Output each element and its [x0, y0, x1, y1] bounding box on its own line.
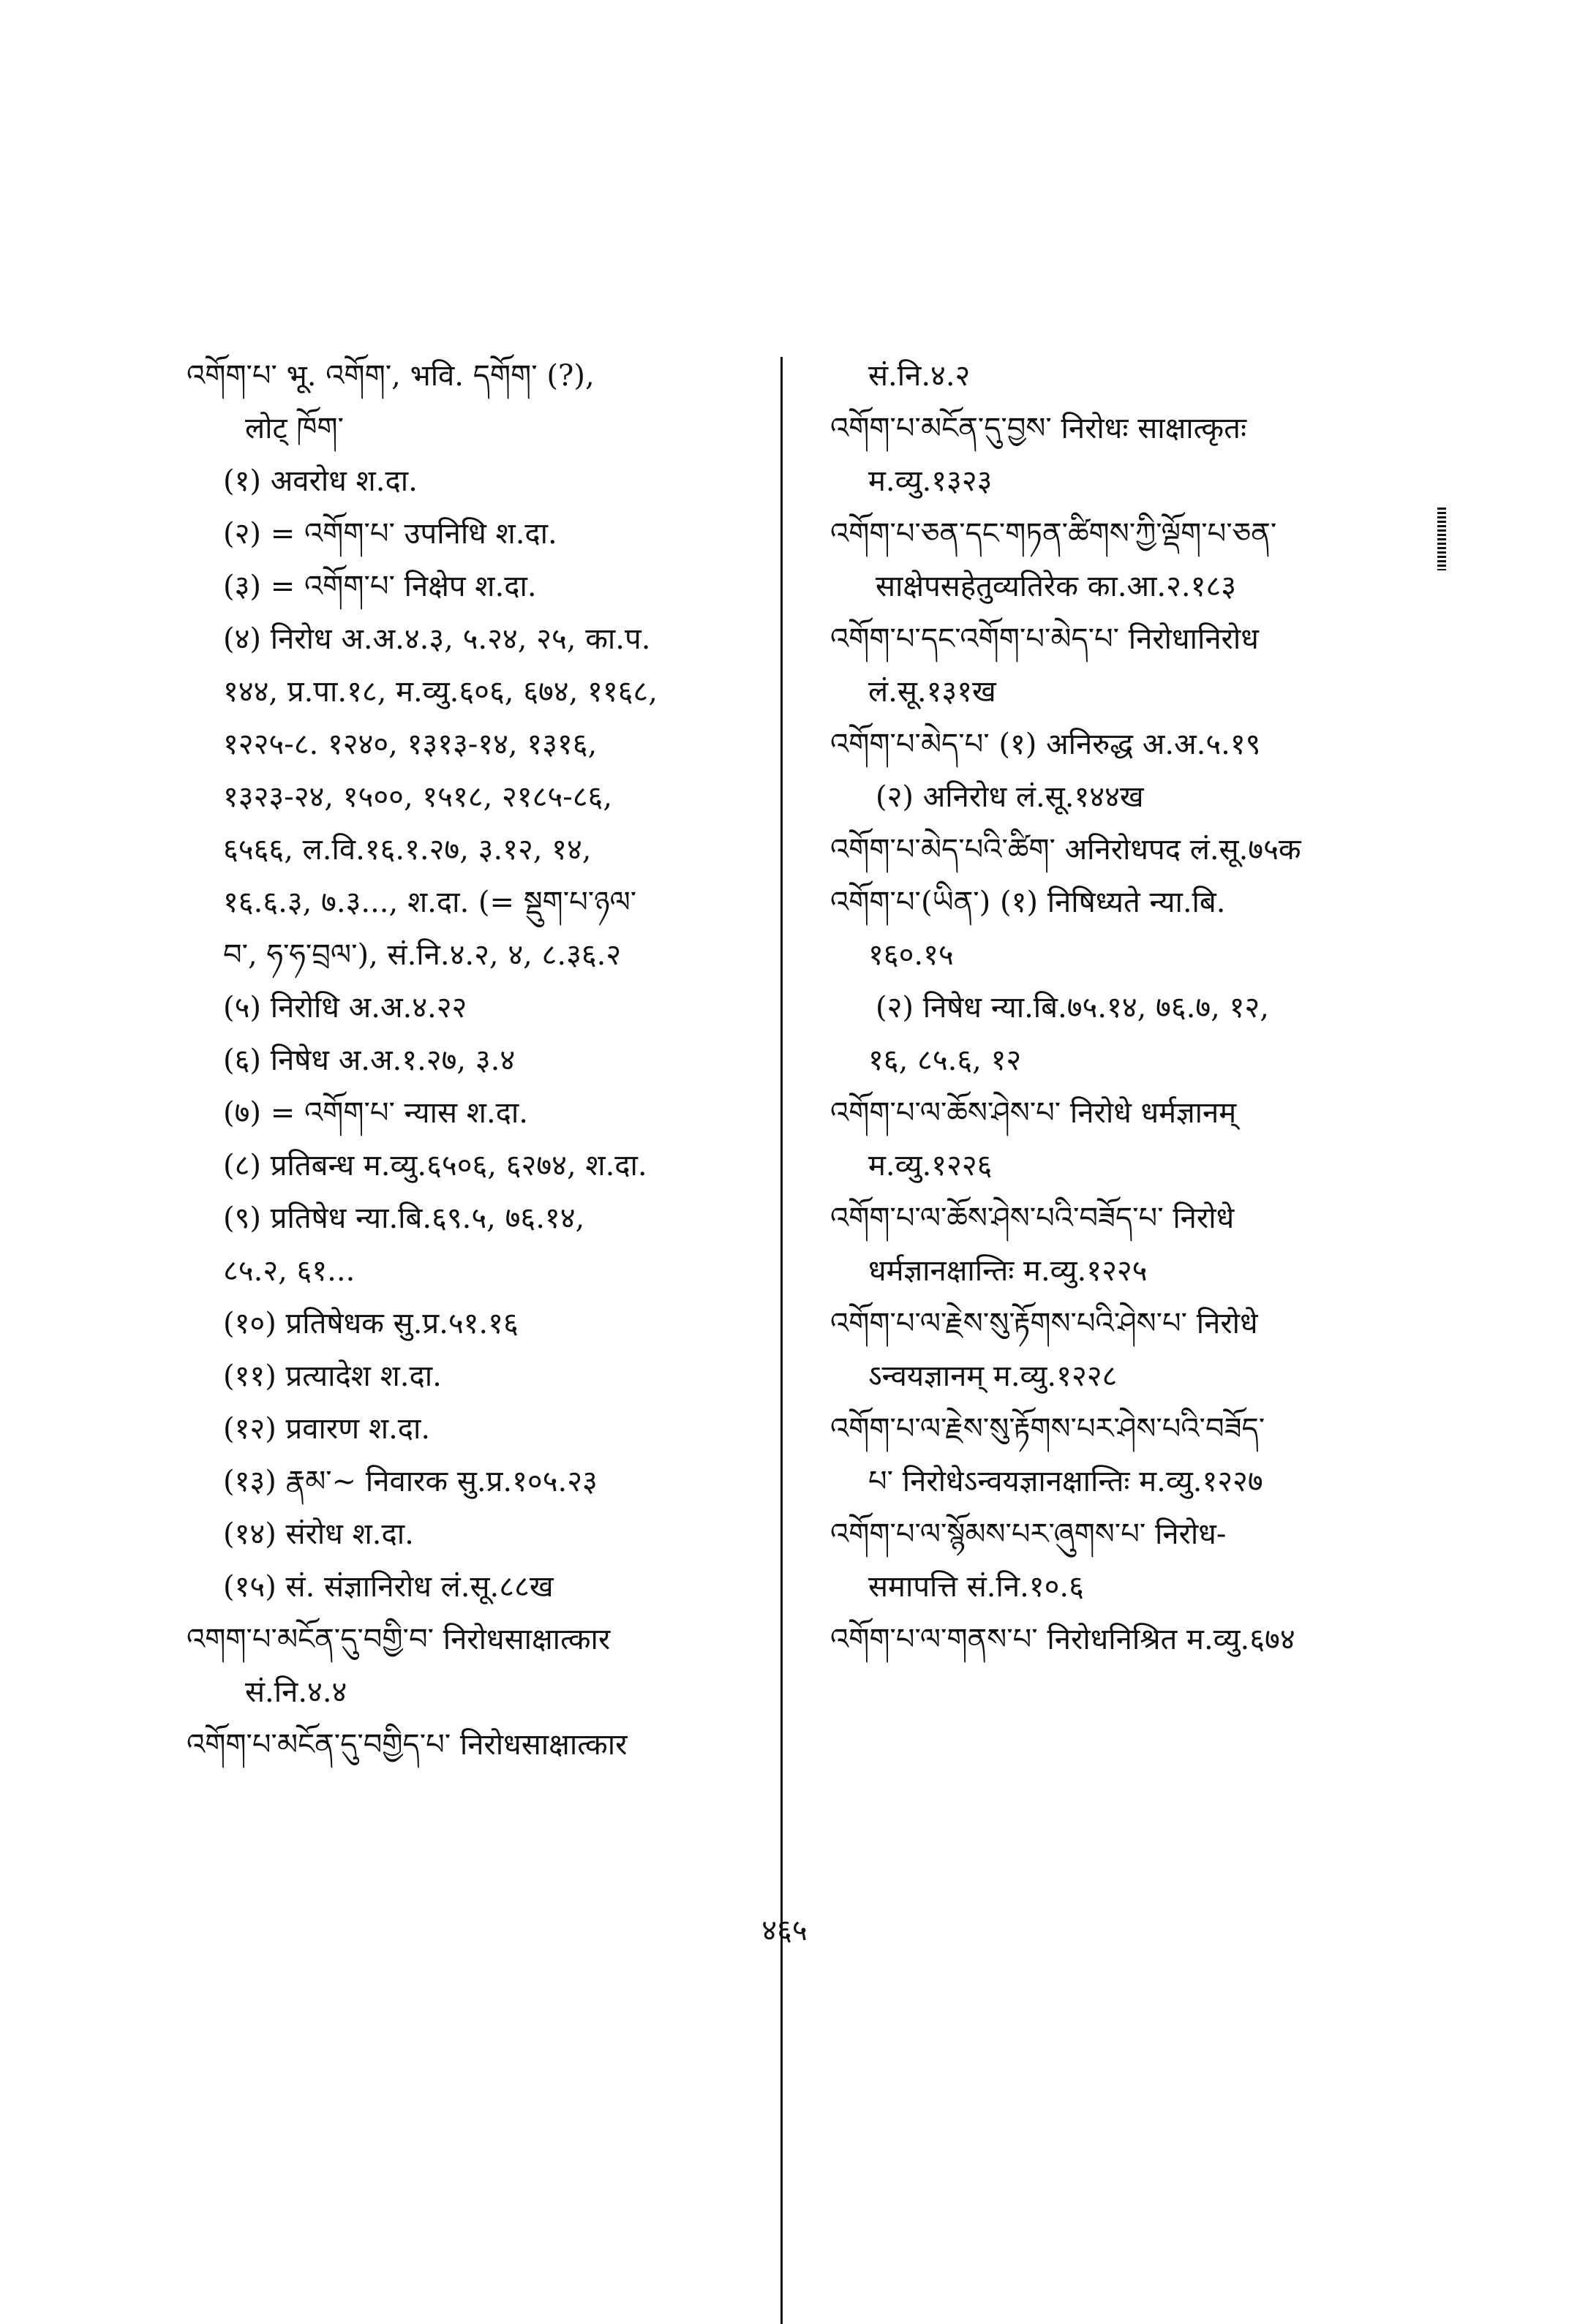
left-entry-line: १६.६.३, ७.३..., श.दा. (= སྡུག་པ་ཉལ་ — [223, 886, 637, 919]
right-entry-line: འགོག་པ་(ཡིན་) (१) निषिध्यते न्या.बि. — [830, 886, 1226, 919]
right-entry-line: (२) निषेध न्या.बि.७५.१४, ७६.७, १२, — [876, 991, 1269, 1025]
left-entry-line: ८५.२, ६१... — [223, 1254, 355, 1288]
right-entry-line: समापत्ति सं.नि.१०.६ — [868, 1570, 1084, 1604]
right-entry-line: འགོག་པ་ལ་སྙོམས་པར་ཞུགས་པ་ निरोध- — [830, 1517, 1227, 1551]
left-entry-line: १४४, प्र.पा.१८, म.व्यु.६०६, ६७४, ११६८, — [223, 675, 658, 709]
right-entry-line: धर्मज्ञानक्षान्तिः म.व्यु.१२२५ — [868, 1254, 1148, 1288]
left-entry-line: (१२) प्रवारण श.दा. — [223, 1412, 431, 1446]
left-column — [187, 350, 764, 1771]
right-entry-line: सं.नि.४.२ — [868, 359, 971, 393]
left-entry-line: ६५६६, ल.वि.१६.१.२७, ३.१२, १४, — [223, 833, 592, 867]
right-entry-line: म.व्यु.१२२६ — [868, 1149, 993, 1182]
left-entry-line: (१) अवरोध श.दा. — [223, 464, 418, 498]
left-entry-line: (३) = འགོག་པ་ निक्षेप श.दा. — [223, 570, 537, 603]
left-entry-line: འགོག་པ་ भू. འགོག་, भवि. དགོག་ (?), — [187, 359, 595, 393]
left-entry-line: सं.नि.४.४ — [245, 1675, 347, 1709]
left-entry-line: (१३) རྣམ་~ निवारक सु.प्र.१०५.२३ — [223, 1465, 598, 1498]
right-entry-line: འགོག་པ་དང་འགོག་པ་མེད་པ་ निरोधानिरोध — [830, 622, 1259, 656]
right-entry-line: འགོག་པ་ལ་རྗེས་སུ་རྟོགས་པའི་ཤེས་པ་ निरोधे — [830, 1307, 1258, 1340]
column-divider — [780, 357, 783, 2324]
right-entry-line: འགོག་པ་ལ་རྗེས་སུ་རྟོགས་པར་ཤེས་པའི་བཟོད་ — [830, 1412, 1265, 1446]
right-entry-line: འགོག་པ་ལ་ཆོས་ཤེས་པ་ निरोधे धर्मज्ञानम् — [830, 1096, 1237, 1130]
left-entry-line: བ་, ཧ་ཧ་བྲལ་), सं.नि.४.२, ४, ८.३६.२ — [223, 938, 622, 972]
page-number: ४६५ — [761, 1914, 808, 1947]
left-entry-line: १३२३-२४, १५००, १५१८, २१८५-८६, — [223, 780, 613, 814]
left-entry-line: (१४) संरोध श.दा. — [223, 1517, 414, 1551]
right-entry-line: म.व्यु.१३२३ — [868, 464, 993, 498]
left-entry-line: (९) प्रतिषेध न्या.बि.६९.५, ७६.१४, — [223, 1201, 585, 1235]
margin-mark — [1437, 508, 1446, 570]
right-entry-line: (२) अनिरोध लं.सू.१४४ख — [876, 780, 1144, 814]
right-entry-line: १६, ८५.६, १२ — [868, 1044, 1022, 1077]
right-entry-line: འགོག་པ་ལ་ཆོས་ཤེས་པའི་བཟོད་པ་ निरोधे — [830, 1201, 1235, 1235]
left-entry-line: (१५) सं. संज्ञानिरोध लं.सू.८८ख — [223, 1570, 554, 1604]
right-entry-line: འགོག་པ་ཅན་དང་གཏན་ཚིགས་ཀྱི་ལྡོག་པ་ཅན་ — [830, 517, 1277, 551]
left-entry-line: (६) निषेध अ.अ.१.२७, ३.४ — [223, 1044, 516, 1077]
left-entry-line: (५) निरोधि अ.अ.४.२२ — [223, 991, 467, 1025]
left-entry-line: (४) निरोध अ.अ.४.३, ५.२४, २५, का.प. — [223, 622, 651, 656]
left-entry-line: (११) प्रत्यादेश श.दा. — [223, 1359, 442, 1393]
right-entry-line: པ་ निरोधेऽन्वयज्ञानक्षान्तिः म.व्यु.१२२७ — [868, 1465, 1263, 1498]
right-entry-line: लं.सू.१३१ख — [868, 675, 996, 709]
left-entry-line: (८) प्रतिबन्ध म.व्यु.६५०६, ६२७४, श.दा. — [223, 1149, 647, 1182]
left-entry-line: १२२५-८. १२४०, १३१३-१४, १३१६, — [223, 728, 598, 761]
left-entry-line: (२) = འགོག་པ་ उपनिधि श.दा. — [223, 517, 557, 551]
right-entry-line: འགོག་པ་ལ་གནས་པ་ निरोधनिश्रित म.व्यु.६७४ — [830, 1623, 1295, 1656]
left-entry-line: འགོག་པ་མངོན་དུ་བགྱིད་པ་ निरोधसाक्षात्कार — [187, 1728, 628, 1762]
right-column — [830, 350, 1415, 1666]
right-entry-line: १६०.१५ — [868, 938, 954, 972]
right-entry-line: साक्षेपसहेतुव्यतिरेक का.आ.२.१८३ — [876, 570, 1237, 603]
right-entry-line: འགོག་པ་མེད་པ་ (१) अनिरुद्ध अ.अ.५.१९ — [830, 728, 1261, 761]
right-entry-line: འགོག་པ་མངོན་དུ་བྱས་ निरोधः साक्षात्कृतः — [830, 412, 1247, 445]
left-entry-line: (१०) प्रतिषेधक सु.प्र.५१.१६ — [223, 1307, 519, 1340]
left-entry-line: लोट् ཁོག་ — [245, 412, 344, 445]
right-entry-line: ऽन्वयज्ञानम् म.व्यु.१२२८ — [868, 1359, 1118, 1393]
left-entry-line: (७) = འགོག་པ་ न्यास श.दा. — [223, 1096, 528, 1130]
left-entry-line: འགག་པ་མངོན་དུ་བགྱི་བ་ निरोधसाक्षात्कार — [187, 1623, 611, 1656]
right-entry-line: འགོག་པ་མེད་པའི་ཚིག་ अनिरोधपद लं.सू.७५क — [830, 833, 1301, 867]
